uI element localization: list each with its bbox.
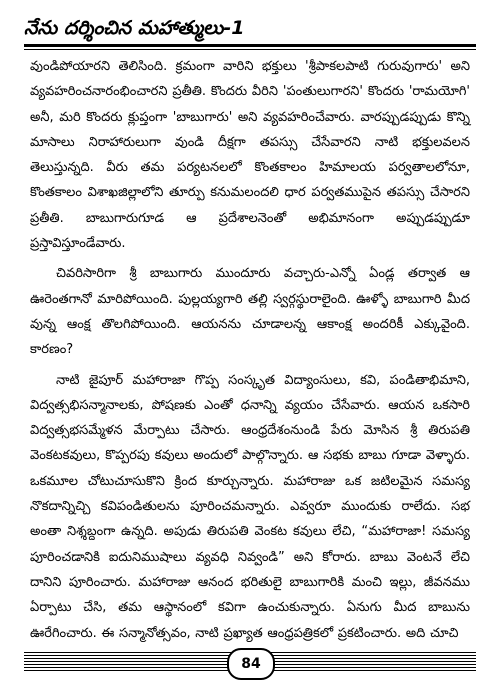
header-rule-thin <box>24 49 476 50</box>
paragraph-2: చివరిసారిగా శ్రీ బాబుగారు ముందూరు వచ్చారు-ఎన్నో ఏండ్ల తర్వాత ఆ ఊరెంతగానో మారిపోయింది. పుల్లయ్యగారి తల్లి స్వర్గస్థురాలైంది. ఊళ్ళో బాబుగారి మీద వున్న ఆంక్ష తొలగిపోయింది. ఆయనను చూడాలన్న ఆకాంక్ష అందరికీ ఎక్కువైంది. కారణం? <box>30 266 470 358</box>
page-body <box>30 54 470 651</box>
page-number: 84 <box>227 648 275 680</box>
book-title: నేను దర్శించిన మహాత్ములు-1 <box>24 17 245 39</box>
paragraph-3: నాటి జైపూర్ మహారాజా గొప్ప సంస్కృత విద్యాంసులు, కవి, పండితాభిమాని, విద్వత్సభిసన్మానాలకు, పోషణకు ఎంతో ధనాన్ని వ్యయం చేసేవారు. ఆయన ఒకసారి విద్వత్సభసమ్మేళన మేర్పాటు చేసారు. ఆంధ్రదేశంనుండి పేరు మోసిన శ్రీ తిరుపతి వెంకటకవులు, కొప్పరపు కవులు అందులో పాల్గొన్నారు. ఆ సభకు బాబు గూడా వెళ్ళారు. ఒకమూల చోటుచూసుకొని క్రింద కూర్చున్నారు. మహారాజు ఒక జటిలమైన సమస్య నొకదాన్నిచ్చి కవిపండితులను పూరించమన్నారు. ఎవ్వరూ ముందుకు రాలేదు. సభ అంతా నిశ్శబ్దంగా ఉన్నది. అపుడు తిరుపతి వెంకట కవులు లేచి, “మహారాజా! సమస్య పూరించడానికి ఐదునిముషాలు వ్యవధి నివ్వండి” అని కోరారు. బాబు వెంటనే లేచి దానిని పూరించారు. మహారాజు ఆనంద భరితులై బాబుగారికి మంచి ఇల్లు, జీవనము ఏర్పాటు చేసి, తమ ఆస్థానంలో కవిగా ఉంచుకున్నారు. ఏనుగు మీద బాబును ఊరేగించారు. ఈ సన్మానోత్సవం, నాటి ప్రఖ్యాత ఆంధ్రపత్రికలో ప్రకటించారు. అది చూచి <box>30 372 470 641</box>
running-header <box>24 16 476 40</box>
header-rule <box>24 44 476 47</box>
paragraph-1: వుండిపోయారని తెలిసింది. క్రమంగా వారిని భక్తులు 'శ్రీపాకలపాటి గురువుగారు' అని వ్యవహరించనారంభించారని ప్రతీతి. కొందరు వీరిని 'పంతులుగారని' కొందరు 'రామయోగి' అనీ, మరి కొందరు క్లుప్తంగా 'బాబుగారు' అని వ్యవహరించేవారు. వారప్పుడప్పుడు కొన్ని మాసాలు నిరాహారులుగా వుండి దీక్షగా తపస్సు చేసేవారని నాటి భక్తులవలన తెలుస్తున్నది. వీరు తమ పర్యటనలలో కొంతకాలం హిమాలయ పర్వతాలలోనూ, కొంతకాలం విశాఖజిల్లాలోని తూర్పు కనుమలందలి ధార పర్వతముపైన తపస్సు చేసారని ప్రతీతి. బాబుగారుగూడ ఆ ప్రదేశాలనెంతో అభిమానంగా అప్పుడప్పుడూ ప్రస్తావిస్తూండేవారు. <box>30 59 470 252</box>
page-footer <box>24 646 476 680</box>
